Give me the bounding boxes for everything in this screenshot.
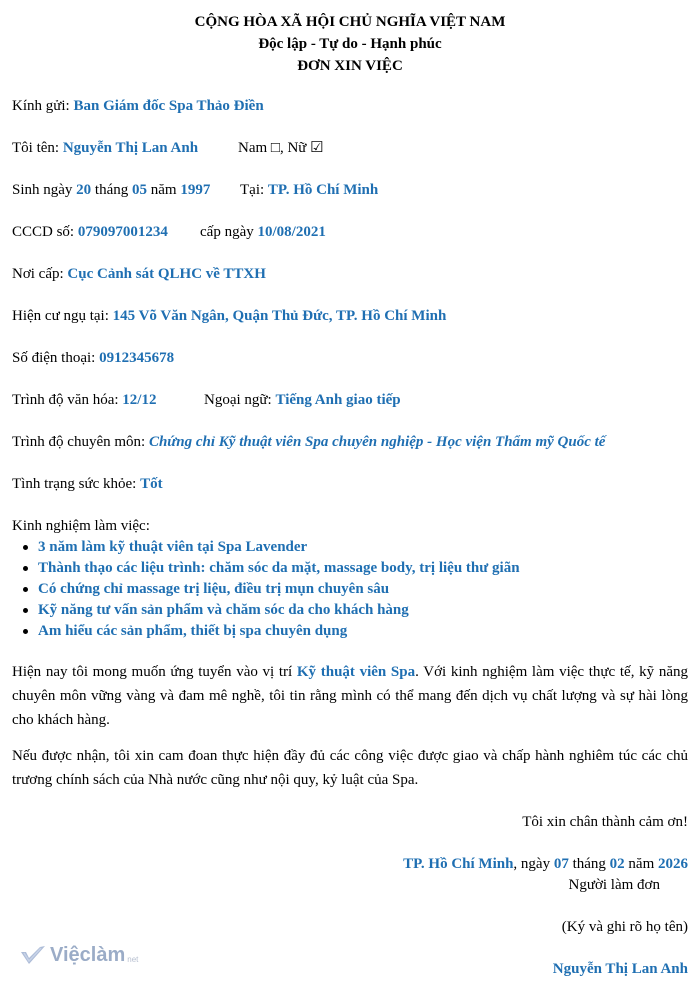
professional-line [12, 432, 605, 452]
thanks-line: Tôi xin chân thành cảm ơn! [522, 814, 688, 830]
language-line [204, 390, 401, 410]
bullet-icon [23, 608, 28, 613]
watermark-suffix: net [127, 954, 139, 964]
id-issue-date: 10/08/2021 [257, 224, 326, 240]
birth-year-label: năm [147, 182, 181, 198]
commitment-paragraph: Nếu được nhận, tôi xin cam đoan thực hiện đầy đủ các công việc được giao và chấp hành nghiêm túc các chủ trương chính sách của Nhà nước cũng như nội quy, kỷ luật của Spa. [12, 748, 688, 788]
id-card-line [12, 222, 168, 242]
list-item: 3 năm làm kỹ thuật viên tại Spa Lavender [12, 537, 520, 558]
bullet-icon [23, 629, 28, 634]
phone-value: 0912345678 [99, 350, 175, 366]
id-issue-label: cấp ngày [200, 224, 258, 240]
health-label: Tình trạng sức khỏe: [12, 476, 141, 492]
date-year: 2026 [658, 856, 688, 872]
education-value: 12/12 [122, 392, 157, 408]
motto: Độc lập - Tự do - Hạnh phúc [258, 36, 442, 52]
birth-place-value: TP. Hồ Chí Minh [267, 182, 379, 198]
vieclam-watermark-logo [20, 941, 138, 969]
name-label: Tôi tên: [12, 140, 63, 156]
id-card-number: 079097001234 [77, 224, 168, 240]
name-line [12, 138, 198, 158]
id-issue-date-line [200, 222, 326, 242]
address-line [12, 306, 446, 326]
birth-line [12, 180, 210, 200]
date-month: 02 [609, 856, 625, 872]
bullet-icon [23, 566, 28, 571]
issue-place-value: Cục Cảnh sát QLHC về TTXH [67, 266, 266, 282]
bullet-icon [23, 545, 28, 550]
address-value: 145 Võ Văn Ngân, Quận Thủ Đức, TP. Hồ Chí Minh [112, 308, 447, 324]
list-item: Có chứng chỉ massage trị liệu, điều trị mụn chuyên sâu [12, 579, 520, 600]
recipient-line [12, 96, 264, 116]
list-item: Kỹ năng tư vấn sản phẩm và chăm sóc da cho khách hàng [12, 600, 520, 621]
signature-note: (Ký và ghi rõ họ tên) [561, 919, 688, 935]
date-place: TP. Hồ Chí Minh [403, 856, 514, 872]
gender-field: Nam □, Nữ ☑ [238, 140, 324, 156]
birth-month: 05 [132, 182, 147, 198]
issue-place-line [12, 264, 266, 284]
birth-label: Sinh ngày [12, 182, 77, 198]
language-label: Ngoại ngữ: [204, 392, 276, 408]
id-card-label: CCCD số: [12, 224, 78, 240]
applicant-label: Người làm đơn [568, 877, 660, 893]
watermark-brand: Việclàm [50, 943, 126, 966]
name-value: Nguyễn Thị Lan Anh [62, 140, 199, 156]
professional-label: Trình độ chuyên môn: [12, 434, 149, 450]
motivation-paragraph: Hiện nay tôi mong muốn ứng tuyển vào vị trí Kỹ thuật viên Spa. Với kinh nghiệm làm việc thực tế, kỹ năng chuyên môn vững vàng và đam mê nghề, tôi tin rằng mình có thể mang đến dịch vụ chất lượng và sự hài lòng cho khách hàng. [12, 664, 688, 728]
education-line [12, 390, 156, 410]
education-label: Trình độ văn hóa: [12, 392, 123, 408]
phone-label: Số điện thoại: [12, 350, 100, 366]
recipient-label: Kính gửi: [12, 98, 74, 114]
language-value: Tiếng Anh giao tiếp [275, 392, 401, 408]
health-value: Tốt [140, 476, 163, 492]
list-item: Thành thạo các liệu trình: chăm sóc da mặt, massage body, trị liệu thư giãn [12, 558, 520, 579]
date-day: 07 [553, 856, 569, 872]
date-line: TP. Hồ Chí Minh, ngày 07 tháng 02 năm 2026 [403, 856, 688, 872]
recipient-value: Ban Giám đốc Spa Thảo Điền [73, 98, 264, 114]
address-label: Hiện cư ngụ tại: [12, 308, 113, 324]
bullet-icon [23, 587, 28, 592]
list-item: Am hiểu các sản phẩm, thiết bị spa chuyên dụng [12, 621, 520, 642]
country-heading: CỘNG HÒA XÃ HỘI CHỦ NGHĨA VIỆT NAM [194, 14, 506, 30]
document-title: ĐƠN XIN VIỆC [297, 58, 403, 74]
issue-place-label: Nơi cấp: [12, 266, 68, 282]
birth-place-line [240, 180, 378, 200]
birth-month-label: tháng [91, 182, 132, 198]
signature-name: Nguyễn Thị Lan Anh [552, 961, 688, 977]
birth-place-label: Tại: [240, 182, 268, 198]
birth-year: 1997 [180, 182, 211, 198]
phone-line [12, 348, 174, 368]
experience-list [12, 537, 520, 642]
check-logo-icon [20, 944, 46, 966]
applied-position: Kỹ thuật viên Spa [296, 664, 416, 680]
professional-value: Chứng chỉ Kỹ thuật viên Spa chuyên nghiệp - Học viện Thẩm mỹ Quốc tế [148, 434, 606, 450]
health-line [12, 474, 163, 494]
experience-heading: Kinh nghiệm làm việc: [12, 518, 150, 534]
birth-day: 20 [76, 182, 92, 198]
